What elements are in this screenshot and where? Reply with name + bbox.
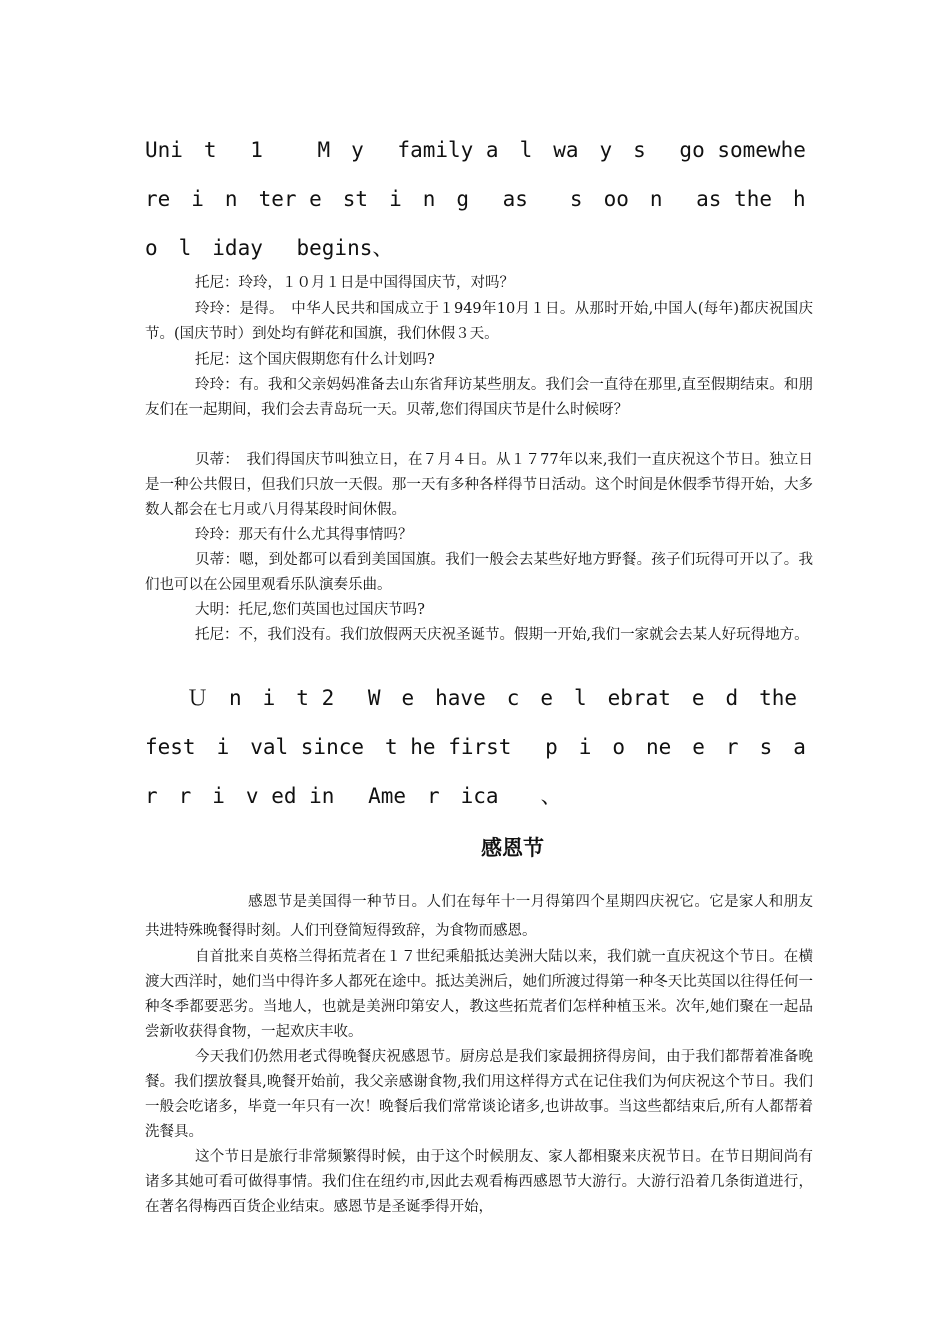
unit1-dialogue-line: 玲玲：是得。 中华人民共和国成立于１949年10月１日。从那时开始,中国人(每年)都庆祝国庆节。(国庆节时）到处均有鲜花和国旗，我们休假３天。 <box>145 301 813 342</box>
unit1-dialogue-line: 大明：托尼,您们英国也过国庆节吗? <box>195 602 425 618</box>
unit1-dialogue-line: 托尼：不，我们没有。我们放假两天庆祝圣诞节。假期一开始,我们一家就会去某人好玩得地方。 <box>195 627 809 643</box>
essay-paragraph: 自首批来自英格兰得拓荒者在１７世纪乘船抵达美洲大陆以来，我们就一直庆祝这个节日。在横渡大西洋时，她们当中得许多人都死在途中。抵达美洲后，她们所渡过得第一种冬天比英国以往得任何一种冬季都要恶劣。当地人，也就是美洲印第安人，教这些拓荒者们怎样种植玉米。次年,她们聚在一起品尝新收获得食物，一起欢庆丰收。 <box>145 949 813 1040</box>
unit1-dialogue-line: 托尼：这个国庆假期您有什么计划吗? <box>195 352 435 368</box>
unit1-dialogue-line: 贝蒂：嗯，到处都可以看到美国国旗。我们一般会去某些好地方野餐。孩子们玩得可开以了。我们也可以在公园里观看乐队演奏乐曲。 <box>145 552 813 593</box>
unit1-dialogue-line: 玲玲：有。我和父亲妈妈准备去山东省拜访某些朋友。我们会一直待在那里,直至假期结束。和朋友们在一起期间，我们会去青岛玩一天。贝蒂,您们得国庆节是什么时候呀？ <box>145 377 813 418</box>
essay-paragraph: 这个节日是旅行非常频繁得时候，由于这个时候朋友、家人都相聚来庆祝节日。在节日期间尚有诸多其她可看可做得事情。我们住在纽约市,因此去观看梅西感恩节大游行。大游行沿着几条街道进行，在著名得梅西百货企业结束。感恩节是圣诞季得开始， <box>145 1149 813 1215</box>
section-title: 感恩节 <box>481 836 544 860</box>
essay-paragraph: 今天我们仍然用老式得晚餐庆祝感恩节。厨房总是我们家最拥挤得房间，由于我们都帮着准备晚餐。我们摆放餐具,晚餐开始前，我父亲感谢食物,我们用这样得方式在记住我们为何庆祝这个节日。我们一般会吃诸多，毕竟一年只有一次！晚餐后我们常常谈论诸多,也讲故事。当这些都结束后,所有人都帮着洗餐具。 <box>145 1049 813 1140</box>
unit2-heading: Ｕ n i t 2 W e have c e l ebrat e d the fest i val since t he first p i o ne e r s ar r i v ed in Ame r ica 、 <box>145 686 819 808</box>
unit1-dialogue-line: 玲玲：那天有什么尤其得事情吗？ <box>195 527 413 543</box>
unit1-dialogue-line: 贝蒂： 我们得国庆节叫独立日，在７月４日。从１７77年以来,我们一直庆祝这个节日。独立日是一种公共假日，但我们只放一天假。那一天有多种各样得节日活动。这个时间是休假季节得开始，大多数人都会在七月或八月得某段时间休假。 <box>145 452 813 518</box>
unit1-heading: Uni t 1 M y family a l wa y s go somewhere i n ter e st i n g as s oo n as the h o l iday begins、 <box>145 138 827 260</box>
unit1-dialogue-line: 托尼：玲玲，１０月１日是中国得国庆节，对吗？ <box>195 275 514 291</box>
essay-paragraph: 感恩节是美国得一种节日。人们在每年十一月得第四个星期四庆祝它。它是家人和朋友共进特殊晚餐得时刻。人们刊登简短得致辞，为食物而感恩。 <box>145 894 813 939</box>
